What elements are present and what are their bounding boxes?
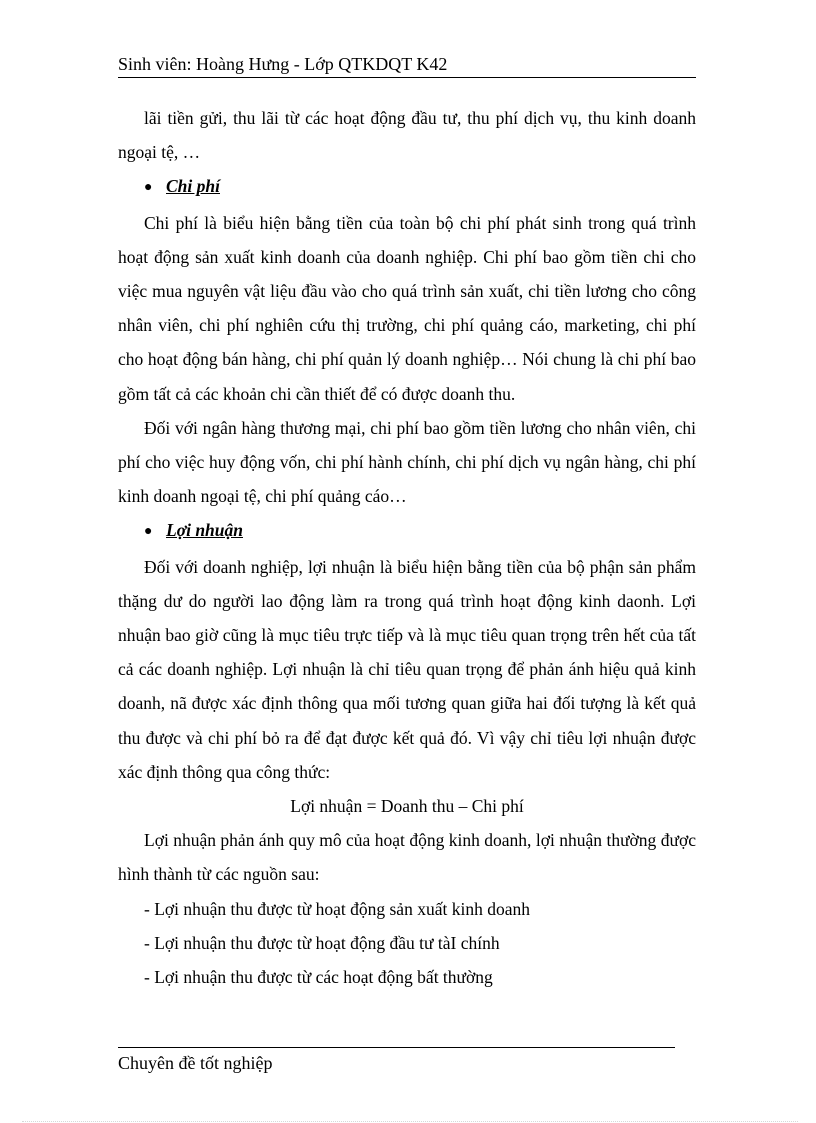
page-header: Sinh viên: Hoàng Hưng - Lớp QTKDQT K42 [118, 54, 448, 74]
profit-formula: Lợi nhuận = Doanh thu – Chi phí [290, 796, 524, 817]
section-heading-chi-phi [118, 169, 696, 205]
list-item: - Lợi nhuận thu được từ hoạt động đầu tư tàI chính [144, 932, 500, 953]
bullet-icon: ● [144, 180, 153, 196]
page-boundary [22, 1121, 798, 1122]
heading-text: Chi phí [166, 176, 220, 197]
heading-text: Lợi nhuận [166, 520, 243, 541]
list-item: - Lợi nhuận thu được từ các hoạt động bất thường [144, 967, 493, 988]
paragraph-intro: lãi tiền gửi, thu lãi từ các hoạt động đầu tư, thu phí dịch vụ, thu kinh doanh ngoại tệ, … [118, 108, 696, 163]
paragraph-chi-phi-bank: Đối với ngân hàng thương mại, chi phí bao gồm tiền lương cho nhân viên, chi phí cho việc huy động vốn, chi phí hành chính, chi phí dịch vụ ngân hàng, chi phí kinh doanh ngoại tệ, chi phí quảng cáo… [118, 417, 696, 507]
section-heading-loi-nhuan [118, 513, 696, 549]
page-footer: Chuyên đề tốt nghiệp [118, 1053, 273, 1073]
paragraph-chi-phi-definition: Chi phí là biểu hiện bằng tiền của toàn bộ chi phí phát sinh trong quá trình hoạt động sản xuất kinh doanh của doanh nghiệp. Chi phí bao gồm tiền chi cho việc mua nguyên vật liệu đầu vào cho quá trình sản xuất, chi tiền lương cho công nhân viên, chi phí nghiên cứu thị trường, chi phí quảng cáo, marketing, chi phí cho hoạt động bán hàng, chi phí quản lý doanh nghiệp… Nói chung là chi phí bao gồm tất cả các khoản chi cần thiết để có được doanh thu. [118, 212, 696, 404]
document-body [118, 101, 696, 994]
header-divider [118, 77, 696, 78]
list-item: - Lợi nhuận thu được từ hoạt động sản xuất kinh doanh [144, 898, 530, 919]
paragraph-loi-nhuan-sources: Lợi nhuận phản ánh quy mô của hoạt động kinh doanh, lợi nhuận thường được hình thành từ các nguồn sau: [118, 830, 696, 885]
footer-divider [118, 1047, 675, 1048]
paragraph-loi-nhuan-definition: Đối với doanh nghiệp, lợi nhuận là biểu hiện bằng tiền của bộ phận sản phẩm thặng dư do người lao động làm ra trong quá trình hoạt động kinh daonh. Lợi nhuận bao giờ cũng là mục tiêu trực tiếp và là mục tiêu quan trọng trên hết của tất cả các doanh nghiệp. Lợi nhuận là chỉ tiêu quan trọng để phản ánh hiệu quả kinh doanh, nã được xác định thông qua mối tương quan giữa hai đối tượng là kết quả thu được và chi phí bỏ ra để đạt được kết quả đó. Vì vậy chỉ tiêu lợi nhuận được xác định thông qua công thức: [118, 556, 696, 782]
bullet-icon: ● [144, 524, 153, 540]
